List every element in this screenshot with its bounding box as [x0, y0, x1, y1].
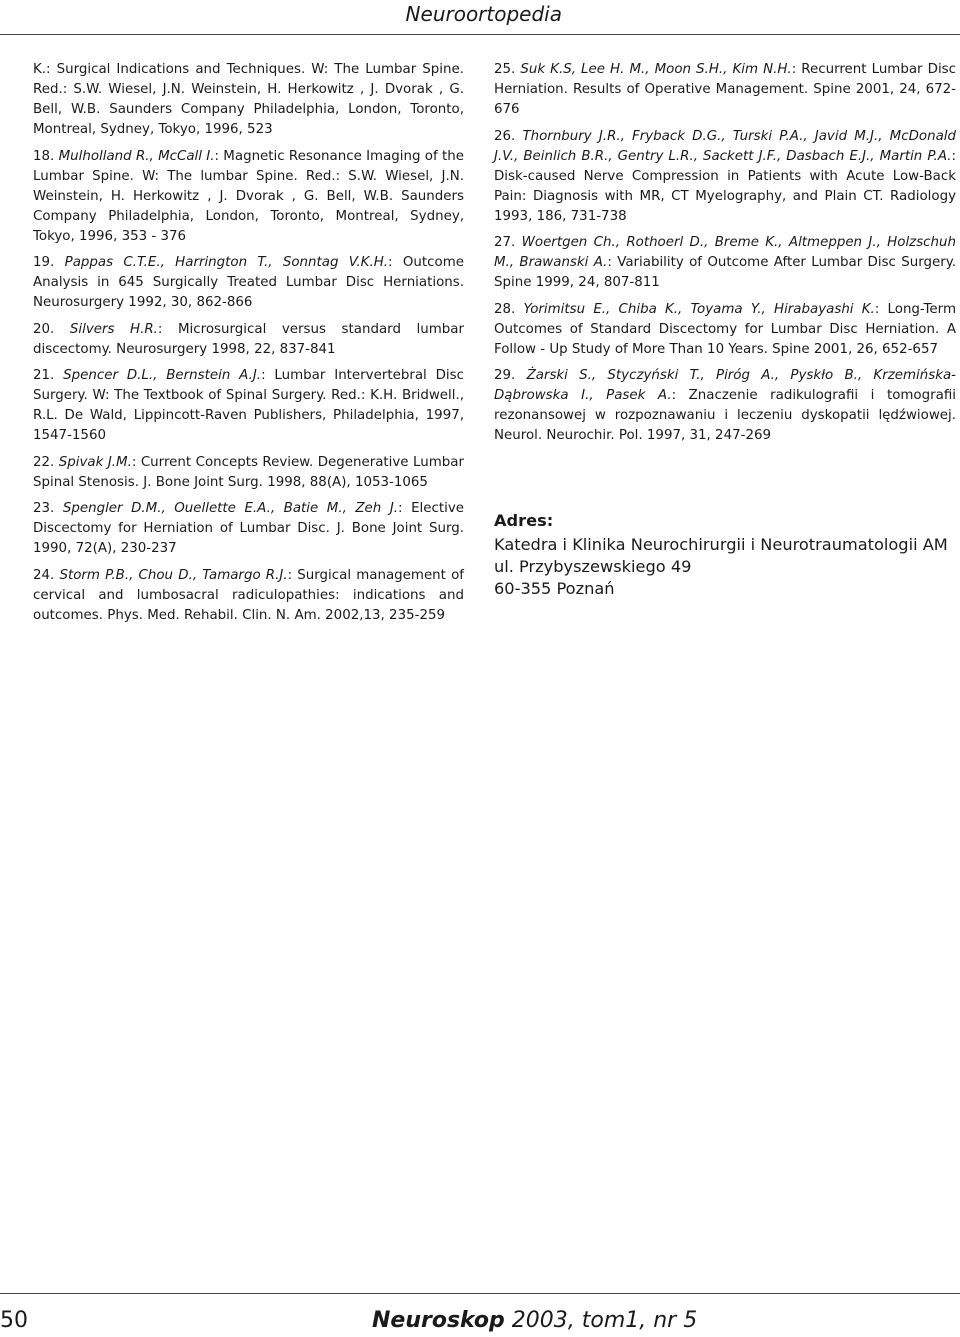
- reference-authors: Żarski S., Styczyński T., Piróg A., Pyskło B., Krzemińska-Dąbrowska I., Pasek A.: [494, 368, 956, 403]
- reference-text: : Disk-caused Nerve Compression in Patients with Acute Low-Back Pain: Diagnosis with MR, CT Myelography, and Plain CT. Radiology 1993, 186, 731-738: [494, 148, 956, 224]
- reference-item: [494, 300, 956, 360]
- reference-text: K.: Surgical Indications and Techniques. W: The Lumbar Spine. Red.: S.W. Wiesel, J.N. Weinstein, H. Herkowitz , J. Dvorak , G. Bell, W.B. Saunders Company Philadelphia, London, Toronto, Montreal, Sydney, Tokyo, 1996, 523: [33, 62, 464, 137]
- reference-authors: Thornbury J.R., Fryback D.G., Turski P.A., Javid M.J., McDonald J.V., Beinlich B.R., Gentry L.R., Sackett J.F., Dasbach E.J., Martin P.A.: [494, 128, 956, 164]
- reference-number: 24.: [33, 567, 55, 583]
- reference-number: 21.: [33, 368, 55, 383]
- reference-authors: Spencer D.L., Bernstein A.J.: [63, 368, 262, 383]
- address-line-city: 60-355 Poznań: [494, 579, 615, 598]
- reference-item: [33, 453, 464, 493]
- reference-number: 19.: [33, 255, 55, 270]
- reference-item: [33, 499, 464, 559]
- address-line-street: ul. Przybyszewskiego 49: [494, 557, 692, 576]
- reference-text: : Microsurgical versus standard lumbar discectomy. Neurosurgery 1998, 22, 837-841: [33, 321, 464, 357]
- reference-item: [494, 233, 956, 293]
- page-number: 50: [0, 1308, 28, 1333]
- footer-rule: [0, 1293, 960, 1294]
- reference-text: : Current Concepts Review. Degenerative Lumbar Spinal Stenosis. J. Bone Joint Surg. 1998, 88(A), 1053-1065: [33, 454, 464, 490]
- correspondence-address: [494, 510, 960, 600]
- references-right-column: [494, 60, 956, 453]
- reference-item: [33, 366, 464, 446]
- reference-text: : Magnetic Resonance Imaging of the Lumbar Spine. W: The lumbar Spine. Red.: S.W. Wiesel, J.N. Weinstein, H. Herkowitz , J. Dvorak , G. Bell, W.B. Saunders Company Philadelphia, London, Toronto, Montreal, Sydney, Tokyo, 1996, 353 - 376: [33, 148, 464, 244]
- reference-number: 27.: [494, 235, 516, 250]
- reference-authors: Woertgen Ch., Rothoerl D., Breme K., Altmeppen J., Holzschuh M., Brawanski A.: [494, 235, 956, 270]
- address-line-institution: Katedra i Klinika Neurochirurgii i Neurotraumatologii AM: [494, 535, 948, 554]
- reference-text: : Variability of Outcome After Lumbar Disc Surgery. Spine 1999, 24, 807-811: [494, 255, 956, 290]
- reference-number: 23.: [33, 501, 55, 516]
- address-label: Adres:: [494, 511, 554, 530]
- reference-authors: Spengler D.M., Ouellette E.A., Batie M., Zeh J.: [62, 501, 399, 516]
- reference-number: 18.: [33, 148, 55, 164]
- reference-item: [494, 366, 956, 446]
- reference-text: : Elective Discectomy for Herniation of Lumbar Disc. J. Bone Joint Surg. 1990, 72(A), 230-237: [33, 501, 464, 556]
- reference-item: [33, 253, 464, 313]
- header-bar: [0, 0, 960, 35]
- reference-text: : Recurrent Lumbar Disc Herniation. Results of Operative Management. Spine 2001, 24, 672-676: [494, 62, 957, 117]
- reference-text: : Surgical management of cervical and lumbosacral radiculopathies: indications and outcomes. Phys. Med. Rehabil. Clin. N. Am. 2002,13, 235-259: [33, 567, 465, 623]
- reference-number: 26.: [494, 128, 516, 144]
- reference-authors: Yorimitsu E., Chiba K., Toyama Y., Hirabayashi K.: [523, 301, 875, 317]
- reference-number: 20.: [33, 321, 55, 337]
- reference-item: [33, 320, 464, 360]
- reference-text: : Outcome Analysis in 645 Surgically Treated Lumbar Disc Herniations. Neurosurgery 1992, 30, 862-866: [33, 255, 464, 310]
- reference-authors: Pappas C.T.E., Harrington T., Sonntag V.K.H.: [64, 255, 389, 270]
- journal-name: Neuroskop: [372, 1308, 505, 1333]
- reference-number: 22.: [33, 454, 55, 470]
- reference-number: 28.: [494, 301, 516, 317]
- references-left-column: [33, 60, 464, 632]
- reference-item: [494, 127, 956, 227]
- reference-item: [33, 566, 464, 626]
- reference-authors: Spivak J.M.: [58, 454, 132, 470]
- reference-authors: Silvers H.R.: [69, 321, 158, 337]
- reference-text: : Long-Term Outcomes of Standard Discectomy for Lumbar Disc Herniation. A Follow - Up Study of More Than 10 Years. Spine 2001, 26, 652-657: [494, 301, 956, 357]
- reference-text: : Lumbar Intervertebral Disc Surgery. W: The Textbook of Spinal Surgery. Red.: K.H. Bridwell., R.L. De Wald, Lippincott-Raven Publishers, Philadelphia, 1997, 1547-1560: [33, 368, 464, 443]
- reference-continued: [33, 60, 464, 140]
- reference-authors: Suk K.S, Lee H. M., Moon S.H., Kim N.H.: [520, 62, 792, 77]
- reference-item: [494, 60, 956, 120]
- journal-issue: 2003, tom1, nr 5: [504, 1308, 698, 1333]
- journal-section-title: Neuroortopedia: [405, 2, 562, 26]
- journal-footer: [372, 1308, 697, 1333]
- reference-authors: Storm P.B., Chou D., Tamargo R.J.: [59, 567, 288, 583]
- reference-text: : Znaczenie radikulografii i tomografii rezonansowej w rozpoznawaniu i leczeniu dyskopatii lędźwiowej. Neurol. Neurochir. Pol. 1997, 31, 247-269: [494, 388, 956, 443]
- reference-authors: Mulholland R., McCall I.: [58, 148, 215, 164]
- reference-number: 25.: [494, 62, 516, 77]
- reference-item: [33, 147, 464, 247]
- reference-number: 29.: [494, 368, 516, 383]
